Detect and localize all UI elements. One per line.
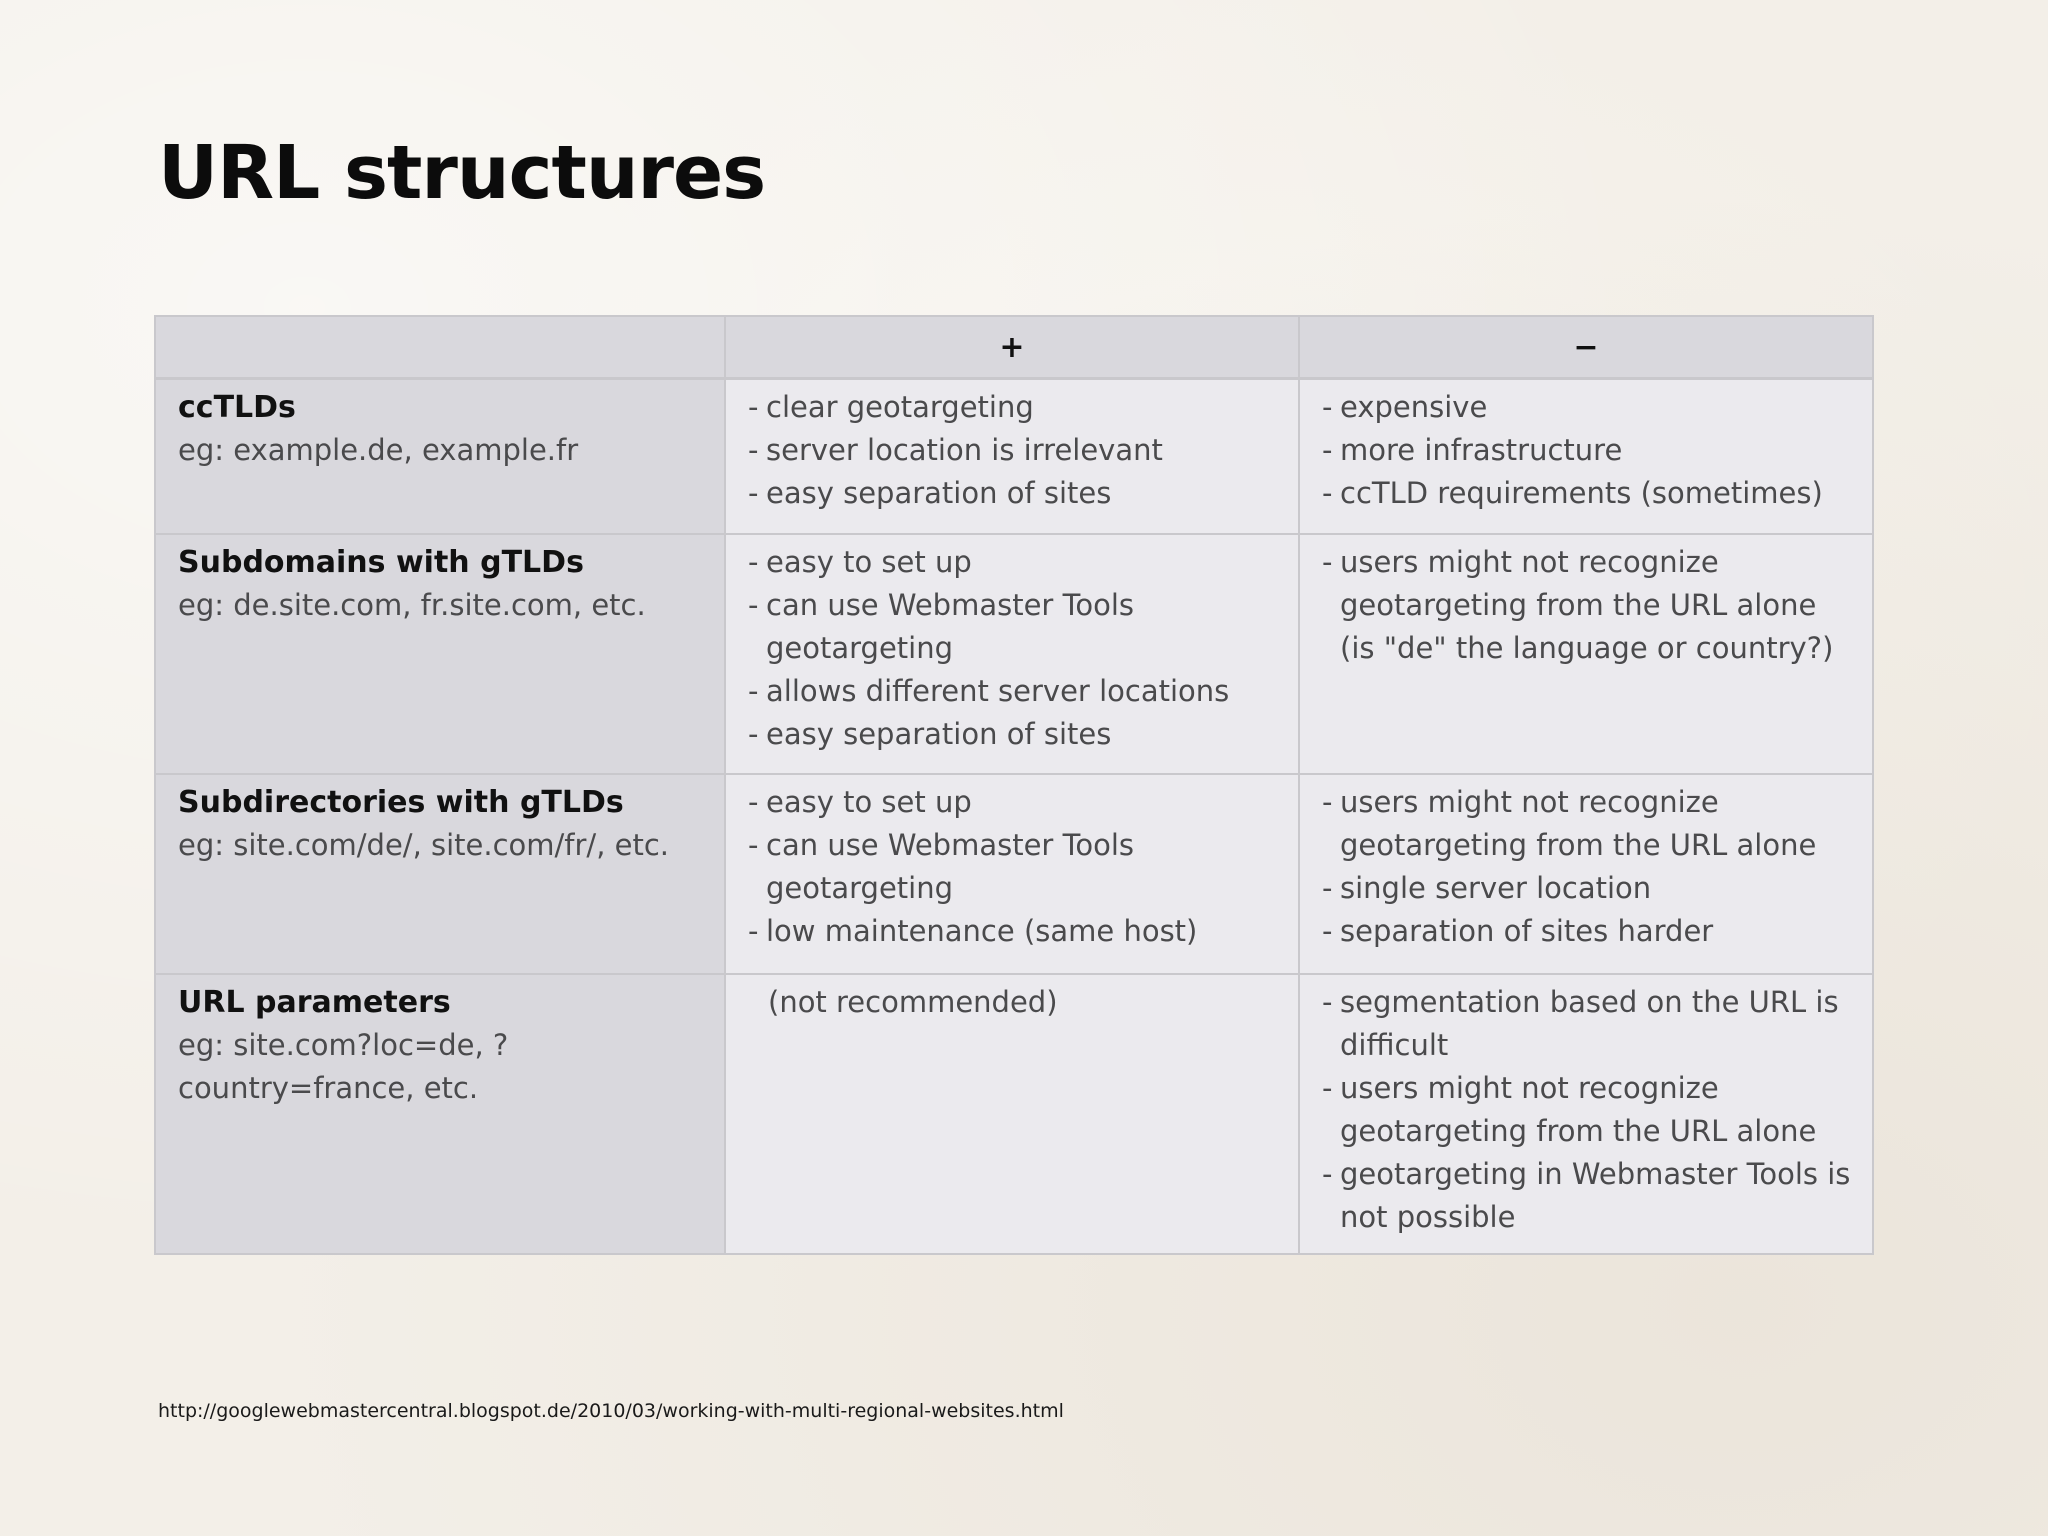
table-header-row: [155, 316, 1873, 379]
row-title: URL parameters: [178, 984, 451, 1020]
pros-cell: [725, 974, 1299, 1254]
header-pros: +: [725, 316, 1299, 379]
row-example: eg: site.com/de/, site.com/fr/, etc.: [178, 827, 670, 862]
list-item: - easy to set up: [748, 541, 1278, 584]
pros-list: [748, 386, 1278, 515]
cons-list: [1322, 981, 1852, 1239]
cons-cell: [1299, 379, 1873, 534]
cons-list: [1322, 541, 1852, 670]
list-item: - users might not recognize geotargeting from the URL alone (is "de" the language or country?): [1322, 541, 1852, 670]
table-row: [155, 774, 1873, 974]
list-item: - allows different server locations: [748, 670, 1278, 713]
url-structures-table: [154, 315, 1874, 1255]
list-item: - easy separation of sites: [748, 472, 1278, 515]
source-link[interactable]: http://googlewebmastercentral.blogspot.de/2010/03/working-with-multi-regional-websites.html: [158, 1400, 1064, 1422]
row-example: eg: site.com?loc=de, ?country=france, etc.: [178, 1027, 509, 1105]
list-item: - geotargeting in Webmaster Tools is not possible: [1322, 1153, 1852, 1239]
list-item: - low maintenance (same host): [748, 910, 1278, 953]
not-recommended-note: (not recommended): [768, 984, 1058, 1019]
list-item: - users might not recognize geotargeting from the URL alone: [1322, 1067, 1852, 1153]
row-label-cell: [155, 379, 725, 534]
row-example: eg: de.site.com, fr.site.com, etc.: [178, 587, 646, 622]
slide-title: URL structures: [158, 130, 766, 216]
header-empty-cell: [155, 316, 725, 379]
pros-cell: [725, 379, 1299, 534]
cons-list: [1322, 781, 1852, 953]
pros-cell: [725, 534, 1299, 774]
header-cons: −: [1299, 316, 1873, 379]
list-item: - can use Webmaster Tools geotargeting: [748, 824, 1278, 910]
pros-list: [748, 541, 1278, 756]
list-item: - separation of sites harder: [1322, 910, 1852, 953]
list-item: - expensive: [1322, 386, 1852, 429]
row-title: ccTLDs: [178, 390, 296, 425]
list-item: - ccTLD requirements (sometimes): [1322, 472, 1852, 515]
list-item: - server location is irrelevant: [748, 429, 1278, 472]
list-item: - single server location: [1322, 867, 1852, 910]
row-label-cell: [155, 774, 725, 974]
pros-list: [748, 781, 1278, 953]
list-item: - easy to set up: [748, 781, 1278, 824]
table-row: [155, 974, 1873, 1254]
list-item: - segmentation based on the URL is difficult: [1322, 981, 1852, 1067]
list-item: - can use Webmaster Tools geotargeting: [748, 584, 1278, 670]
list-item: - easy separation of sites: [748, 713, 1278, 756]
list-item: - more infrastructure: [1322, 429, 1852, 472]
cons-cell: [1299, 974, 1873, 1254]
list-item: - clear geotargeting: [748, 386, 1278, 429]
pros-cell: [725, 774, 1299, 974]
table-row: [155, 379, 1873, 534]
row-example: eg: example.de, example.fr: [178, 433, 579, 467]
cons-cell: [1299, 774, 1873, 974]
row-title: Subdomains with gTLDs: [178, 544, 584, 580]
row-label-cell: [155, 974, 725, 1254]
row-label-cell: [155, 534, 725, 774]
list-item: - users might not recognize geotargeting from the URL alone: [1322, 781, 1852, 867]
cons-list: [1322, 386, 1852, 515]
cons-cell: [1299, 534, 1873, 774]
table-row: [155, 534, 1873, 774]
row-title: Subdirectories with gTLDs: [178, 784, 624, 820]
